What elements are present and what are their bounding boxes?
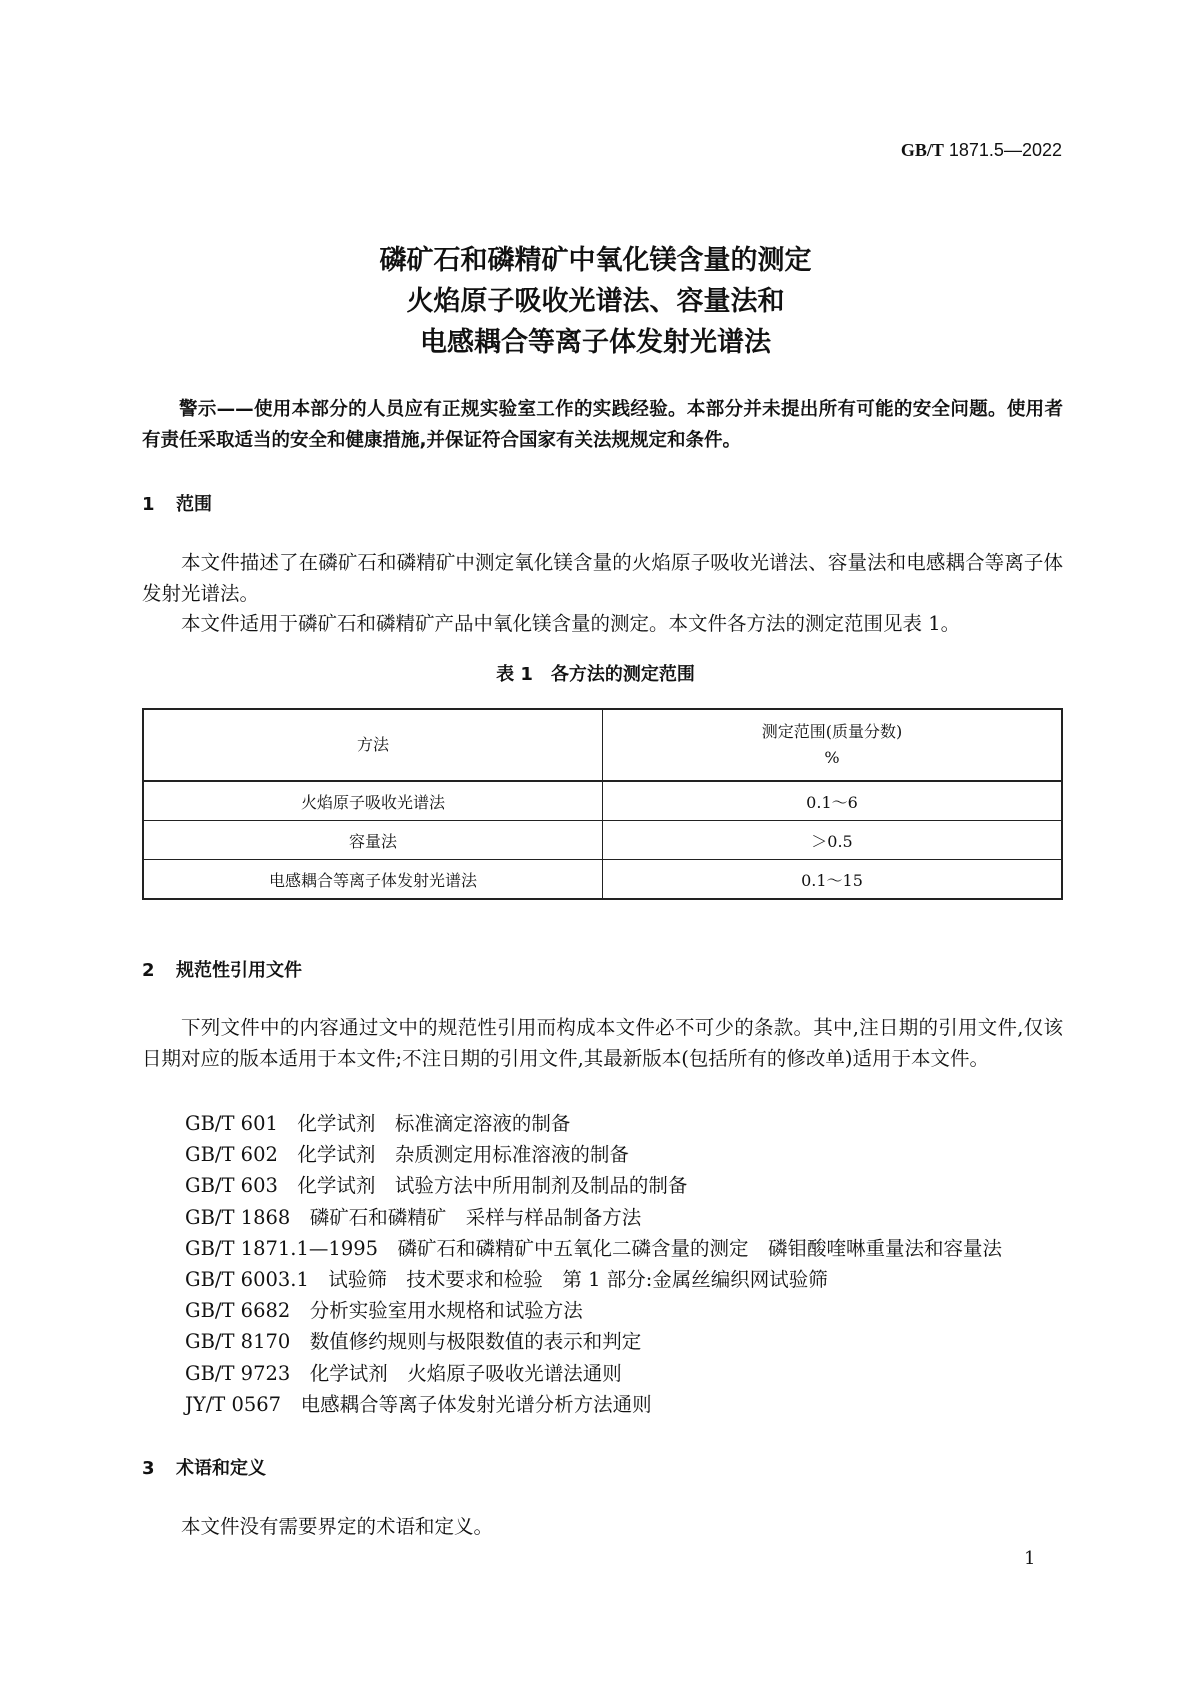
range-cell: 0.1～6	[603, 781, 1063, 821]
document-title	[0, 240, 1191, 363]
reference-item: GB/T 603 化学试剂 试验方法中所用制剂及制品的制备	[185, 1174, 688, 1198]
scope-paragraph-2: 本文件适用于磷矿石和磷精矿产品中氧化镁含量的测定。本文件各方法的测定范围见表 1。	[181, 612, 961, 635]
reference-item: GB/T 601 化学试剂 标准滴定溶液的制备	[185, 1112, 571, 1135]
table-header-row	[143, 709, 1062, 781]
section-2-heading	[142, 956, 302, 982]
table-row	[143, 860, 1062, 900]
standard-number-header	[901, 140, 1062, 161]
std-number: 1871.5—2022	[948, 140, 1062, 160]
section-3-heading	[142, 1454, 266, 1480]
reference-item: GB/T 6682 分析实验室用水规格和试验方法	[185, 1299, 583, 1323]
table-row	[143, 781, 1062, 821]
page-number: 1	[1024, 1548, 1036, 1569]
warning-paragraph: 警示——使用本部分的人员应有正规实验室工作的实践经验。本部分并未提出所有可能的安全问题。使用者有责任采取适当的安全和健康措施,并保证符合国家有关法规规定和条件。	[142, 399, 1063, 451]
method-cell: 火焰原子吸收光谱法	[143, 781, 603, 821]
method-cell: 容量法	[143, 821, 603, 860]
section-1-heading	[142, 490, 212, 516]
reference-item: GB/T 602 化学试剂 杂质测定用标准溶液的制备	[185, 1143, 629, 1167]
range-cell: ＞0.5	[603, 821, 1063, 860]
title-line-1: 磷矿石和磷精矿中氧化镁含量的测定	[379, 245, 812, 276]
reference-item: GB/T 9723 化学试剂 火焰原子吸收光谱法通则	[185, 1361, 622, 1385]
table-row	[143, 821, 1062, 860]
section-number: 1	[142, 494, 155, 515]
normative-references-paragraph: 下列文件中的内容通过文中的规范性引用而构成本文件必不可少的条款。其中,注日期的引用文件,仅该日期对应的版本适用于本文件;不注日期的引用文件,其最新版本(包括所有的修改单)适用于本文件。	[142, 1016, 1063, 1070]
section-title: 规范性引用文件	[176, 960, 302, 981]
scope-paragraph-1: 本文件描述了在磷矿石和磷精矿中测定氧化镁含量的火焰原子吸收光谱法、容量法和电感耦合等离子体发射光谱法。	[142, 551, 1063, 605]
reference-item: GB/T 6003.1 试验筛 技术要求和检验 第 1 部分:金属丝编织网试验筛	[185, 1268, 828, 1292]
title-line-3: 电感耦合等离子体发射光谱法	[420, 327, 771, 358]
reference-list	[185, 1108, 1002, 1420]
header-range-label: 测定范围(质量分数)	[761, 722, 903, 741]
section-title: 术语和定义	[176, 1458, 266, 1479]
header-method: 方法	[143, 709, 603, 781]
measurement-range-table	[142, 708, 1063, 900]
reference-item: GB/T 8170 数值修约规则与极限数值的表示和判定	[185, 1330, 642, 1354]
terms-paragraph: 本文件没有需要界定的术语和定义。	[181, 1515, 494, 1538]
section-number: 2	[142, 960, 155, 981]
table-caption: 表 1 各方法的测定范围	[496, 664, 695, 685]
range-cell: 0.1～15	[603, 860, 1063, 900]
header-range	[603, 709, 1063, 781]
reference-item: GB/T 1868 磷矿石和磷精矿 采样与样品制备方法	[185, 1205, 642, 1229]
title-line-2: 火焰原子吸收光谱法、容量法和	[406, 286, 785, 317]
section-title: 范围	[176, 494, 212, 515]
std-prefix: GB/T	[900, 140, 944, 160]
method-cell: 电感耦合等离子体发射光谱法	[143, 860, 603, 900]
section-number: 3	[142, 1458, 155, 1479]
header-range-unit: %	[824, 748, 840, 767]
reference-item: JY/T 0567 电感耦合等离子体发射光谱分析方法通则	[185, 1392, 652, 1416]
reference-item: GB/T 1871.1—1995 磷矿石和磷精矿中五氧化二磷含量的测定 磷钼酸喹啉重量法和容量法	[185, 1236, 1003, 1260]
